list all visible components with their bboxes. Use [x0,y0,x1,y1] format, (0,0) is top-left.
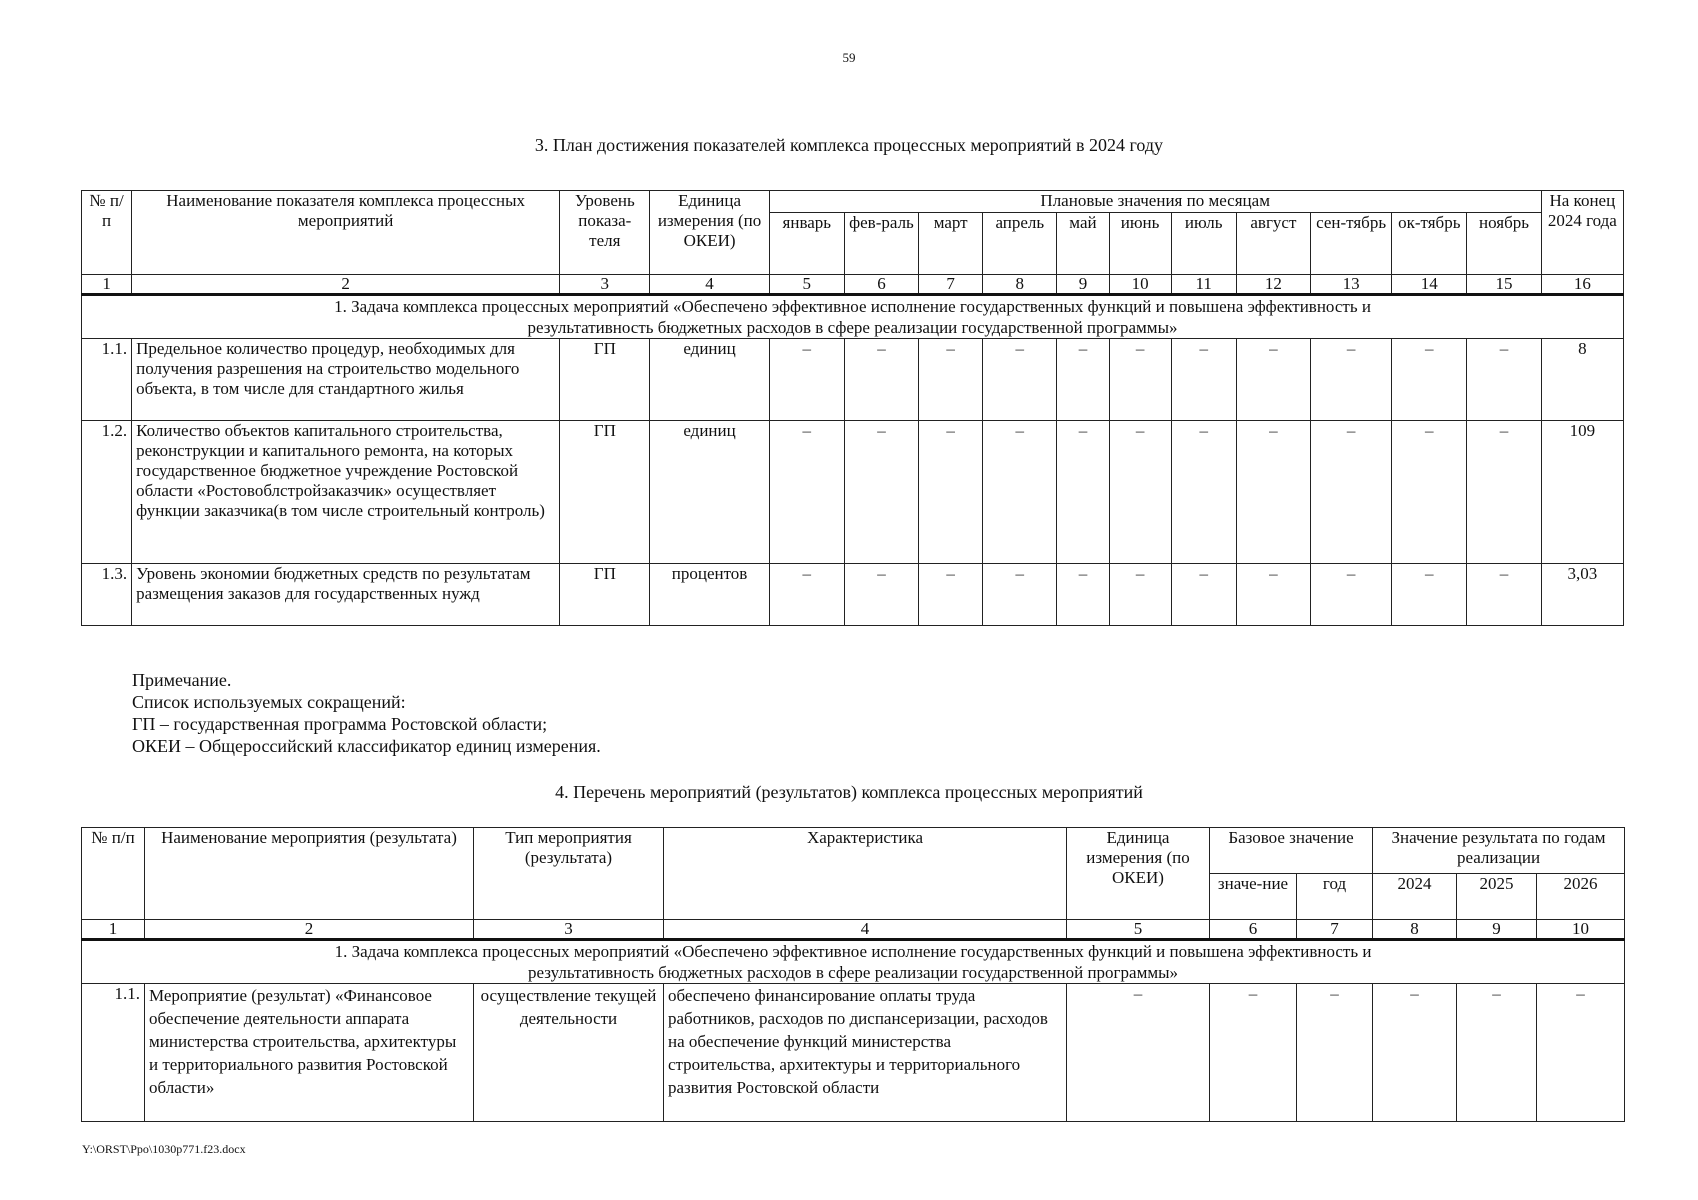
col-number: 4 [650,275,769,295]
month-value: – [1057,564,1109,626]
month-value: – [1467,339,1541,421]
indicator-name: Уровень экономии бюджетных средств по результатам размещения заказов для государственных нужд [132,564,560,626]
indicator-level: ГП [560,564,650,626]
header-month-aug: август [1236,213,1310,275]
row-number: 1.3. [82,564,132,626]
header-month-feb: фев-раль [844,213,918,275]
month-value: – [1392,421,1467,564]
month-value: – [1171,421,1236,564]
indicator-unit: единиц [650,421,769,564]
col-number: 2 [132,275,560,295]
month-value: – [769,564,844,626]
page-number: 59 [842,50,856,65]
month-value: – [1236,564,1310,626]
header-unit: Единица измерения (по ОКЕИ) [650,191,769,275]
file-path-footer: Y:\ORST\Ppo\1030p771.f23.docx [82,1142,246,1156]
col-number: 1 [82,275,132,295]
note-item: ГП – государственная программа Ростовской области; [132,714,548,734]
col-number: 5 [1067,920,1210,940]
header-base-value: Базовое значение [1210,828,1373,874]
month-value: – [1109,421,1171,564]
note-item: ОКЕИ – Общероссийский классификатор единиц измерения. [132,736,601,756]
month-value: – [1109,339,1171,421]
indicator-level: ГП [560,339,650,421]
col-number: 4 [664,920,1067,940]
month-value: – [1171,339,1236,421]
col-number: 9 [1057,275,1109,295]
month-value: – [919,421,983,564]
month-value: – [844,421,918,564]
month-value: – [919,564,983,626]
month-value: – [1467,564,1541,626]
header-month-jul: июль [1171,213,1236,275]
end-of-year-value: 8 [1541,339,1623,421]
col-number: 8 [1373,920,1457,940]
header-month-oct: ок-тябрь [1392,213,1467,275]
header-base-value-value: значе-ние [1210,874,1297,920]
col-number: 7 [1297,920,1373,940]
month-value: – [1057,339,1109,421]
unit-value: – [1067,984,1210,1122]
header-base-value-year: год [1297,874,1373,920]
month-value: – [1236,421,1310,564]
indicator-plan-table [81,190,1624,626]
activities-table [81,827,1625,1122]
col-number: 11 [1171,275,1236,295]
task-heading: 1. Задача комплекса процессных мероприятий «Обеспечено эффективное исполнение государственных функций и повышена эффективность и результативность бюджетных расходов в сфере реализации государственной программы» [82,295,1624,339]
section3-title: 3. План достижения показателей комплекса процессных мероприятий в 2024 году [534,135,1164,155]
header-activity-name: Наименование мероприятия (результата) [145,828,474,920]
month-value: – [1310,339,1391,421]
month-value: – [844,564,918,626]
header-characteristic: Характеристика [664,828,1067,920]
table-row [82,564,1624,626]
col-number: 6 [844,275,918,295]
col-number: 9 [1457,920,1537,940]
header-month-jan: январь [769,213,844,275]
header-monthly-values: Плановые значения по месяцам [769,191,1541,213]
activity-name: Мероприятие (результат) «Финансовое обеспечение деятельности аппарата министерства строительства, архитектуры и территориального развития Ростовской области» [145,984,474,1122]
month-value: – [1057,421,1109,564]
header-num: № п/п [82,828,145,920]
result-2026: – [1537,984,1625,1122]
col-number: 7 [919,275,983,295]
month-value: – [769,339,844,421]
note-list-title: Список используемых сокращений: [132,692,406,712]
col-number: 12 [1236,275,1310,295]
col-number: 3 [560,275,650,295]
header-activity-type: Тип мероприятия (результата) [474,828,664,920]
col-number: 16 [1541,275,1623,295]
header-level: Уровень показа-теля [560,191,650,275]
month-value: – [1392,339,1467,421]
month-value: – [1310,421,1391,564]
month-value: – [844,339,918,421]
col-number: 1 [82,920,145,940]
indicator-name: Количество объектов капитального строительства, реконструкции и капитального ремонта, на которых государственное бюджетное учреждение Ростовской области «Ростовоблстройзаказчик» осуществляет функции заказчика(в том числе строительный контроль) [132,421,560,564]
indicator-level: ГП [560,421,650,564]
indicator-name: Предельное количество процедур, необходимых для получения разрешения на строительство модельного объекта, в том числе для стандартного жилья [132,339,560,421]
month-value: – [1236,339,1310,421]
header-year-2024: 2024 [1373,874,1457,920]
activity-type: осуществление текущей деятельности [474,984,664,1122]
col-number: 15 [1467,275,1541,295]
note-heading: Примечание. [132,670,232,690]
header-unit: Единица измерения (по ОКЕИ) [1067,828,1210,920]
header-year-2026: 2026 [1537,874,1625,920]
header-end-of-year: На конец 2024 года [1541,191,1623,275]
header-result-by-year: Значение результата по годам реализации [1373,828,1625,874]
end-of-year-value: 109 [1541,421,1623,564]
col-number: 2 [145,920,474,940]
end-of-year-value: 3,03 [1541,564,1623,626]
month-value: – [1171,564,1236,626]
month-value: – [1392,564,1467,626]
result-2025: – [1457,984,1537,1122]
col-number: 10 [1109,275,1171,295]
header-month-sep: сен-тябрь [1310,213,1391,275]
col-number: 8 [983,275,1057,295]
row-number: 1.2. [82,421,132,564]
row-number: 1.1. [82,339,132,421]
month-value: – [983,421,1057,564]
month-value: – [769,421,844,564]
col-number: 10 [1537,920,1625,940]
header-indicator-name: Наименование показателя комплекса процессных мероприятий [132,191,560,275]
col-number: 14 [1392,275,1467,295]
table-row [82,339,1624,421]
col-number: 3 [474,920,664,940]
indicator-unit: единиц [650,339,769,421]
month-value: – [1467,421,1541,564]
row-number: 1.1. [82,984,145,1122]
col-number: 13 [1310,275,1391,295]
header-month-jun: июнь [1109,213,1171,275]
indicator-unit: процентов [650,564,769,626]
header-month-may: май [1057,213,1109,275]
month-value: – [1109,564,1171,626]
header-num: № п/п [82,191,132,275]
base-value: – [1210,984,1297,1122]
header-month-apr: апрель [983,213,1057,275]
header-month-nov: ноябрь [1467,213,1541,275]
result-2024: – [1373,984,1457,1122]
task-heading: 1. Задача комплекса процессных мероприятий «Обеспечено эффективное исполнение государственных функций и повышена эффективность и результативность бюджетных расходов в сфере реализации государственной программы» [82,940,1625,984]
col-number: 5 [769,275,844,295]
header-month-mar: март [919,213,983,275]
base-year: – [1297,984,1373,1122]
month-value: – [1310,564,1391,626]
month-value: – [983,339,1057,421]
col-number: 6 [1210,920,1297,940]
activity-characteristic: обеспечено финансирование оплаты труда работников, расходов по диспансеризации, расходов на обеспечение функций министерства строительства, архитектуры и территориального развития Ростовской области [664,984,1067,1122]
table-row [82,984,1625,1122]
month-value: – [919,339,983,421]
section4-title: 4. Перечень мероприятий (результатов) комплекса процессных мероприятий [555,782,1143,802]
table-row [82,421,1624,564]
month-value: – [983,564,1057,626]
header-year-2025: 2025 [1457,874,1537,920]
note-block [132,669,601,757]
